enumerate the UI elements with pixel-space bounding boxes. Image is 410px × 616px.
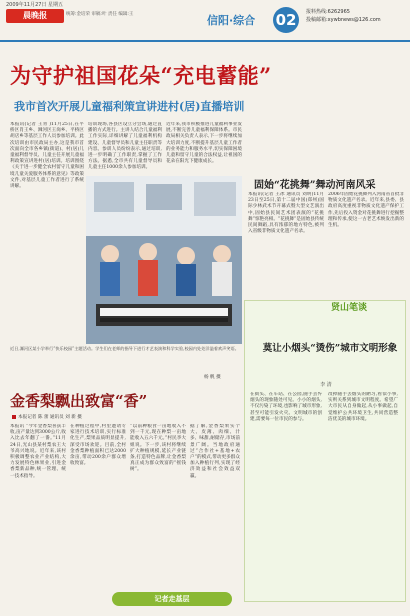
photo-credit: 杨 帆 摄 <box>204 375 221 380</box>
bottom-story-column-1: 本报讯 “今年金香梨喜获丰收,亩产量达到3000公斤,收入比去年翻了一番。”11月24日,光山县某村梨农王大爷高兴地说。近年来,该村积极调整农业产业结构,大力发展特色林果业,引进金香梨新品种,统一管理、统一技术指导。 <box>10 424 66 479</box>
commentary-headline: 莫让小烟头“烫伤”城市文明形象 <box>262 343 398 354</box>
bottom-story-column-3: “以前种粮食一亩地收入不到一千元,现在种梨一亩地能收入五六千元。”村民李大姐说。下一步,该村将继续扩大种植规模,延长产业链条,打造特色品牌,让金香梨真正成为群众致富的“摇钱树”。 <box>130 424 186 473</box>
article-column-3: 近年来,我市积极推进儿童福利事业发展,不断完善儿童福利保障体系。市民政局相关负责人表示,下一步将继续加大培训力度,不断提升基层儿童工作者的业务能力和服务水平,切实保障困境儿童和留守儿童的合法权益,让祖国的花朵在阳光下健康成长。 <box>166 122 242 165</box>
news-photo <box>86 176 242 344</box>
email: 投稿邮箱:xywbnews@126.com <box>306 17 381 23</box>
article-column-2: 培训现场,各县区设立分会场,通过直播的方式进行。主讲人结合儿童福利工作实际,详细讲解了儿童福利机构建设、儿童督导员和儿童主任职责等内容。参训人员纷纷表示,通过培训,进一步明确了工作职责,掌握了工作方法。据悉,全市共有儿童督导员和儿童主任1000余人参加培训。 <box>88 122 162 171</box>
commentary-author: 李 清 <box>320 382 332 388</box>
commentary-column-1: 在街头、在车站、在公园,随手丢弃烟头的现象随处可见。小小的烟头,不仅污染了环境,也影响了城市形象,甚至可能引发火灾。文明城市的创建,需要每一位市民的参与。 <box>250 392 322 422</box>
article-column-1: 本报讯(记者 王青 )11月25日,在平桥区肖王乡、浉河区王岗乡、平桥区胡店乡等基层工作人员参加培训。此次培训由市民政局主办,这是我市首次面向全市各乡镇(街道)、村(居)儿童福利督导员、儿童主任开展儿童福利政策宣讲进村(居)培训。培训围绕《关于进一步健全农村留守儿童和困境儿童关爱服务体系的意见》等政策文件,对基层儿童工作者进行了系统讲解。 <box>10 122 84 190</box>
side-story-column-1: 本报讯(记者 王冰 通讯员 刘明)11月23日至25日,第十二届中国(郑州)国际少林武术节开幕式暨大型文艺演出中,固始县民间艺术团表演的“花挑舞”惊艳亮相。“花挑舞”是固始县传统民间舞蹈,具有浓郁的地方特色,被列入省级非物质文化遗产名录。 <box>248 192 324 235</box>
bottom-story-headline: 金香梨飘出致富“香” <box>10 392 148 410</box>
section-title: 信阳·综合 <box>207 14 256 27</box>
main-subheadline: 我市首次开展儿童福利策宣讲进村(居)直播培训 <box>14 100 245 113</box>
masthead <box>0 0 410 42</box>
photo-caption: 近日,浉河区某小学举行“快乐校园”主题活动。学生们在老师的指导下进行才艺表演和科学实验,校园内处处洋溢着欢声笑语。 <box>10 346 239 351</box>
newspaper-logo: 晨晚报 <box>6 9 64 23</box>
bottom-story-byline: 本报记者 陈 蕾 通讯员 刘 新 摄 <box>12 414 82 420</box>
classroom-photo-icon <box>86 176 242 344</box>
feature-banner: 记者走基层 <box>112 592 232 606</box>
main-headline: 为守护祖国花朵“充电蓄能” <box>10 63 272 88</box>
side-story-column-2: 2006年固始花挑舞列入河南省首批非物质文化遗产名录。近年来,县委、县政府高度重视非物质文化遗产保护工作,先后投入资金对花挑舞进行挖掘整理和传承,使这一古老艺术焕发出新的生机。 <box>328 192 404 229</box>
editor-credits: 统筹:金培荣 审稿:叶 责任 编辑:王 <box>66 12 134 17</box>
issue-date: 2009年11月27日 星期五 <box>6 2 64 8</box>
bottom-story-column-2: 在种植过程中,村里邀请专家进行技术培训,实行标准化生产,梨果品质明显提升,深受市场欢迎。目前,全村金香梨种植面积已达2000余亩,带动200余户群众增收致富。 <box>70 424 126 467</box>
contact-info <box>306 8 381 24</box>
hotline: 报料热线:6262965 <box>306 9 350 15</box>
page-number: 02 <box>273 7 299 33</box>
bottom-story-column-4: 据了解,金香梨果实个大、皮薄、肉细、汁多、味甜,耐储存,市场前景广阔。当地政府通过“合作社+基地+农户”的模式,带动更多群众加入种植行列,实现了经济效益和社会效益双赢。 <box>190 424 240 479</box>
commentary-column-2: 改掉随手丢烟头的陋习,看似小事,实则关系到城市文明程度。希望广大市民从自身做起,从小事做起,自觉维护公共环境卫生,共同营造整洁优美的城市环境。 <box>328 392 398 422</box>
side-story-headline: 固始“花挑舞”舞动河南风采 <box>254 180 376 191</box>
bullet-icon <box>12 415 16 419</box>
column-label: 贤山笔谈 <box>331 303 368 313</box>
